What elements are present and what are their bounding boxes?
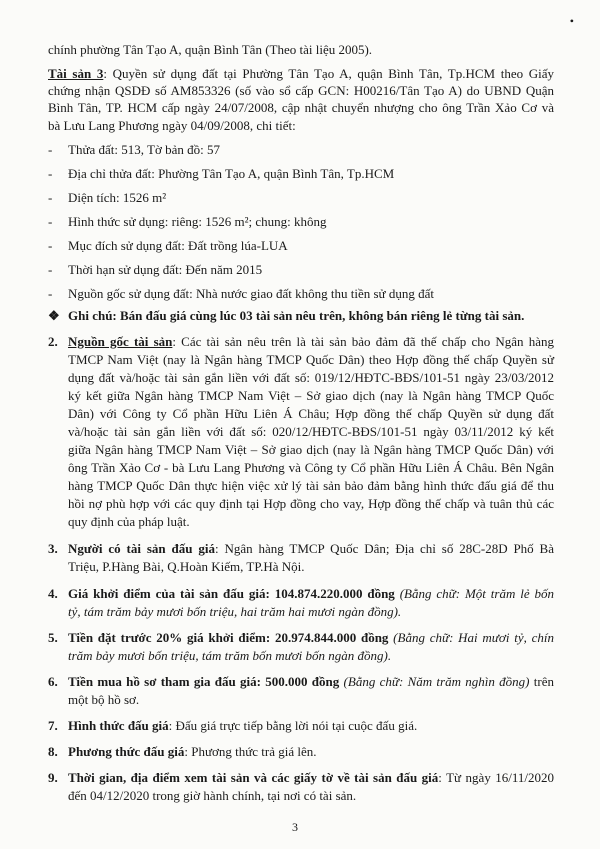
item-number: 6.	[48, 674, 58, 689]
item7-label: Hình thức đấu giá	[68, 718, 169, 733]
diamond-bullet-icon: ❖	[48, 308, 60, 323]
list-item: Thời hạn sử dụng đất: Đến năm 2015	[68, 262, 263, 277]
item2-line11: quy định của pháp luật.	[68, 514, 190, 529]
bullet-dash: -	[48, 262, 53, 277]
asset3-line2: chứng nhận QSDĐ số AM853326 (số vào sổ cấp GCN: H00216/Tân Tạo A) do UBND Quận	[48, 83, 554, 98]
item-number: 9.	[48, 770, 58, 785]
page-number: 3	[292, 820, 298, 834]
item4-line1: Giá khởi điểm của tài sản đấu giá: 104.874.220.000 đồng (Bằng chữ: Một trăm lẻ bốn	[68, 586, 555, 601]
asset3-line3: Bình Tân, TP. HCM cấp ngày 24/07/2008, cập nhật chuyển nhượng cho ông Trần Xảo Cơ và	[48, 100, 554, 115]
item5-line1: Tiền đặt trước 20% giá khởi điểm: 20.974.844.000 đồng (Bằng chữ: Hai mươi tỷ, chín	[68, 630, 554, 645]
item3-label: Người có tài sản đấu giá	[68, 541, 215, 556]
list-item: Hình thức sử dụng: riêng: 1526 m²; chung: không	[68, 214, 327, 229]
item2-line5: Dân) với Công ty Cổ phần Hữu Liên Á Châu; Hợp đồng thế chấp Quyền sử dụng đất	[68, 406, 554, 421]
list-item: Địa chỉ thửa đất: Phường Tân Tạo A, quận Bình Tân, Tp.HCM	[68, 166, 395, 181]
item3-line1: Người có tài sản đấu giá: Ngân hàng TMCP Quốc Dân; Địa chỉ số 28C-28D Phố Bà	[68, 541, 554, 556]
bullet-dash: -	[48, 142, 53, 157]
item-number: 2.	[48, 334, 58, 349]
item3-line2: Triệu, P.Hàng Bài, Q.Hoàn Kiếm, TP.Hà Nội.	[68, 559, 305, 574]
item6-line2: một bộ hồ sơ.	[68, 692, 140, 707]
list-item: Mục đích sử dụng đất: Đất trồng lúa-LUA	[68, 238, 288, 253]
item-number: 4.	[48, 586, 58, 601]
item4-label: Giá khởi điểm của tài sản đấu giá: 104.874.220.000 đồng	[68, 586, 395, 601]
list-item: Diện tích: 1526 m²	[68, 190, 167, 205]
note-text: Ghi chú: Bán đấu giá cùng lúc 03 tài sản nêu trên, không bán riêng lẻ từng tài sản.	[68, 308, 525, 323]
item7-line: Hình thức đấu giá: Đấu giá trực tiếp bằng lời nói tại cuộc đấu giá.	[68, 718, 418, 733]
item2-line4: ký kết giữa Ngân hàng TMCP Nam Việt – Sở giao dịch (nay là Ngân hàng TMCP Quốc	[68, 388, 554, 403]
item5-label: Tiền đặt trước 20% giá khởi điểm: 20.974.844.000 đồng	[68, 630, 389, 645]
asset3-line4: bà Lưu Lang Phương ngày 04/09/2008, chi tiết:	[48, 118, 296, 133]
asset3-label: Tài sản 3	[48, 66, 104, 81]
item6-label: Tiền mua hồ sơ tham gia đấu giá: 500.000 đồng	[68, 674, 340, 689]
bullet-dash: -	[48, 190, 53, 205]
item5-line2: trăm bảy mươi bốn triệu, tám trăm bốn mươi bốn ngàn đồng).	[68, 648, 392, 663]
item2-line1: Nguồn gốc tài sản: Các tài sản nêu trên là tài sản bảo đảm đã thế chấp cho Ngân hàng	[68, 334, 554, 349]
item2-line2: TMCP Nam Việt (nay là Ngân hàng TMCP Quốc Dân) theo Hợp đồng thế chấp Quyền sử	[68, 352, 554, 367]
list-item: Nguồn gốc sử dụng đất: Nhà nước giao đất không thu tiền sử dụng đất	[68, 286, 434, 301]
item2-line7: giữa Ngân hàng TMCP Nam Việt – Sở giao dịch (nay là Ngân hàng TMCP Quốc Dân) với	[68, 442, 554, 457]
item8-line: Phương thức đấu giá: Phương thức trả giá lên.	[68, 744, 317, 759]
item-number: 7.	[48, 718, 58, 733]
bullet-dash: -	[48, 238, 53, 253]
item9-label: Thời gian, địa điểm xem tài sản và các giấy tờ về tài sản đấu giá	[68, 770, 439, 785]
item-number: 3.	[48, 541, 58, 556]
bullet-dash: -	[48, 214, 53, 229]
item2-line10: hồi nợ phù hợp với các quy định tại Hợp đồng cho vay, Hợp đồng thế chấp và tuân thủ các	[68, 496, 554, 511]
item2-line3: dụng đất và/hoặc tài sản gắn liền với đất số: 019/12/HĐTC-BĐS/101-51 ngày 23/03/2012	[68, 370, 554, 385]
item9-line2: đến 04/12/2020 trong giờ hành chính, tại nơi có tài sản.	[68, 788, 357, 803]
bullet-dash: -	[48, 166, 53, 181]
item-number: 8.	[48, 744, 58, 759]
item9-line1: Thời gian, địa điểm xem tài sản và các giấy tờ về tài sản đấu giá: Từ ngày 16/11/2020	[68, 770, 554, 785]
item6-line1: Tiền mua hồ sơ tham gia đấu giá: 500.000 đồng (Bằng chữ: Năm trăm nghìn đồng) trên	[68, 674, 554, 689]
asset3-paragraph-line1: Tài sản 3: Quyền sử dụng đất tại Phường Tân Tạo A, quận Bình Tân, Tp.HCM theo Giấy	[48, 66, 554, 81]
item2-label: Nguồn gốc tài sản	[68, 334, 173, 349]
item8-label: Phương thức đấu giá	[68, 744, 185, 759]
item4-line2: tỷ, tám trăm bảy mươi bốn triệu, hai trăm hai mươi ngàn đồng).	[68, 604, 402, 619]
bullet-dash: -	[48, 286, 53, 301]
item2-line6: và/hoặc tài sản gắn liền với đất số: 020/12/HĐTC-BĐS/101-51 ngày 03/11/2012 ký kết	[68, 424, 554, 439]
intro-line: chính phường Tân Tạo A, quận Bình Tân (Theo tài liệu 2005).	[48, 42, 373, 57]
item-number: 5.	[48, 630, 58, 645]
list-item: Thửa đất: 513, Tờ bản đồ: 57	[68, 142, 220, 157]
corner-mark: •	[569, 14, 574, 28]
item2-line9: hàng TMCP Quốc Dân thực hiện việc xử lý tài sản bảo đảm bằng hình thức đấu giá để thu	[68, 478, 554, 493]
item2-line8: ông Trần Xảo Cơ - bà Lưu Lang Phương và Công ty Cổ phần Hữu Liên Á Châu. Bên Ngân	[68, 460, 554, 475]
